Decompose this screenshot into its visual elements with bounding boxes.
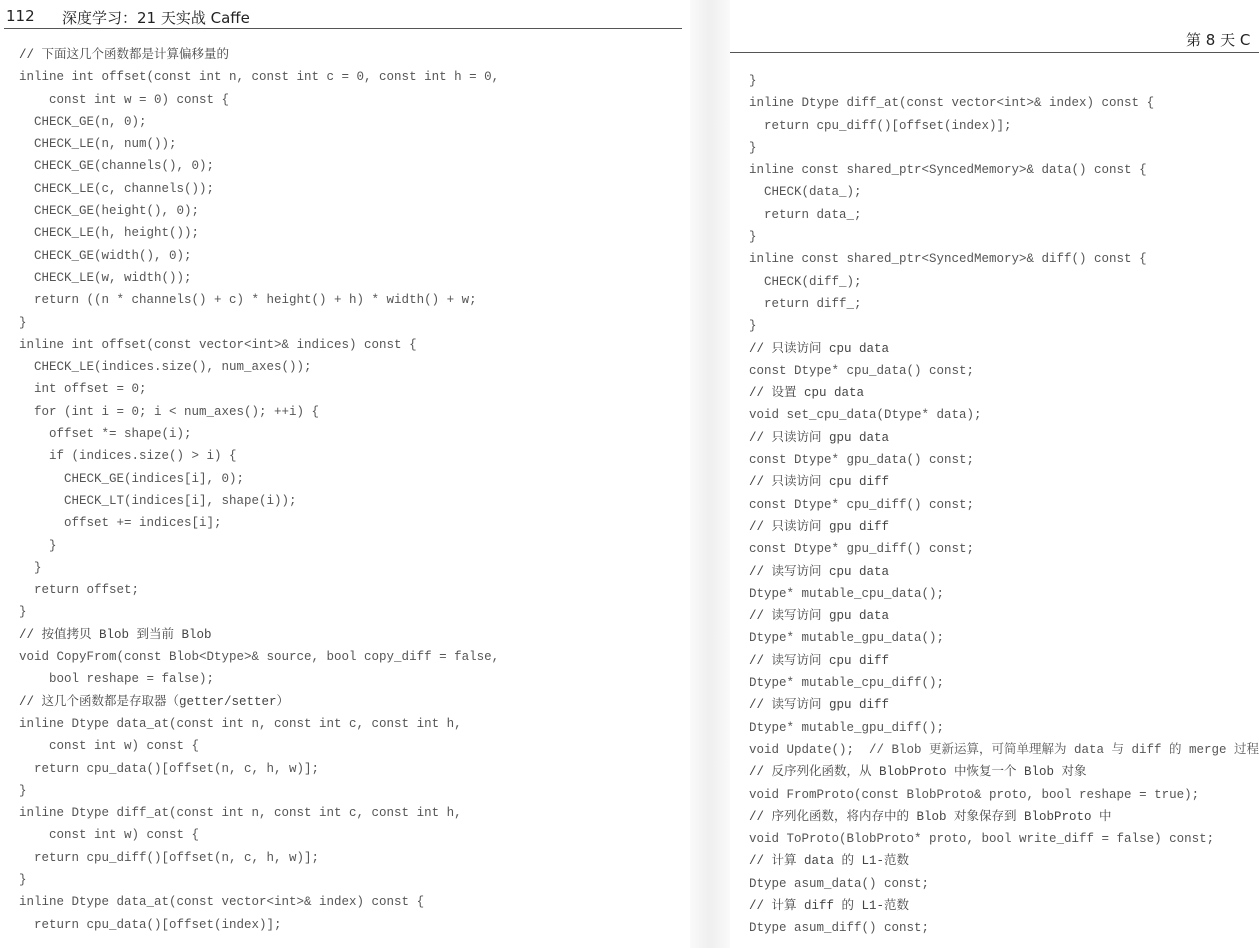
code-line: return data_; [749, 207, 862, 222]
code-line: return diff_; [749, 296, 862, 311]
code-line: return offset; [19, 583, 140, 598]
code-line: } [19, 783, 27, 798]
code-line: // 只读访问 gpu data [749, 430, 890, 445]
code-line: // 只读访问 gpu diff [749, 519, 890, 534]
code-line: } [19, 560, 42, 575]
code-line: inline int offset(const vector<int>& indices) const { [19, 337, 417, 352]
code-line: } [19, 315, 27, 330]
right-page-header [730, 28, 1259, 53]
code-line: // 读写访问 gpu data [749, 609, 890, 624]
code-line: if (indices.size() > i) { [19, 449, 237, 464]
code-line: CHECK_GE(n, 0); [19, 114, 147, 129]
code-line: } [749, 140, 757, 155]
code-line: CHECK_LT(indices[i], shape(i)); [19, 493, 297, 508]
code-line: Dtype asum_data() const; [749, 876, 930, 891]
code-line: const Dtype* cpu_diff() const; [749, 497, 975, 512]
code-line: } [19, 538, 57, 553]
left-page-header [4, 4, 682, 29]
code-line: CHECK_LE(n, num()); [19, 137, 177, 152]
code-line: // 下面这几个函数都是计算偏移量的 [19, 48, 230, 62]
code-line: return cpu_diff()[offset(n, c, h, w)]; [19, 850, 320, 865]
code-line: Dtype* mutable_cpu_diff(); [749, 676, 945, 691]
code-line: Dtype* mutable_cpu_data(); [749, 586, 945, 601]
code-line: inline Dtype diff_at(const int n, const int c, const int h, [19, 806, 462, 821]
code-line: // 读写访问 cpu data [749, 564, 890, 579]
code-line: return cpu_diff()[offset(index)]; [749, 118, 1012, 133]
code-line: const Dtype* gpu_data() const; [749, 453, 975, 468]
code-line: offset *= shape(i); [19, 427, 192, 442]
code-line: CHECK_GE(height(), 0); [19, 204, 200, 219]
code-line: offset += indices[i]; [19, 516, 222, 531]
code-line: // 读写访问 cpu diff [749, 653, 890, 668]
code-line: CHECK_GE(width(), 0); [19, 248, 192, 263]
left-code-listing [19, 44, 684, 936]
code-line: return ((n * channels() + c) * height() + h) * width() + w; [19, 293, 477, 308]
code-line: } [749, 74, 757, 88]
code-line: inline const shared_ptr<SyncedMemory>& data() const { [749, 163, 1147, 178]
code-line: // 计算 diff 的 L1-范数 [749, 898, 910, 913]
code-line: const Dtype* gpu_diff() const; [749, 542, 975, 557]
code-line: } [749, 230, 757, 245]
code-line: inline Dtype data_at(const vector<int>& index) const { [19, 895, 425, 910]
code-line: CHECK_LE(c, channels()); [19, 181, 215, 196]
code-line: } [19, 872, 27, 887]
code-line: const int w = 0) const { [19, 92, 230, 107]
code-line: // 计算 data 的 L1-范数 [749, 854, 910, 869]
code-line: CHECK(diff_); [749, 274, 862, 289]
code-line: Dtype* mutable_gpu_data(); [749, 631, 945, 646]
code-line: CHECK_LE(h, height()); [19, 226, 200, 241]
right-page [730, 0, 1259, 948]
code-line: inline Dtype diff_at(const vector<int>& index) const { [749, 96, 1155, 111]
code-line: void set_cpu_data(Dtype* data); [749, 408, 982, 423]
code-line: } [749, 319, 757, 334]
code-line: const int w) const { [19, 828, 200, 843]
code-line: // 设置 cpu data [749, 386, 865, 401]
code-line: // 这几个函数都是存取器（getter/setter） [19, 694, 290, 709]
page-number: 112 [6, 7, 35, 25]
code-line: // 反序列化函数，从 BlobProto 中恢复一个 Blob 对象 [749, 765, 1087, 780]
code-line: inline Dtype data_at(const int n, const int c, const int h, [19, 716, 462, 731]
code-line: const Dtype* cpu_data() const; [749, 363, 975, 378]
code-line: void FromProto(const BlobProto& proto, bool reshape = true); [749, 787, 1200, 802]
code-line: Dtype* mutable_gpu_diff(); [749, 720, 945, 735]
code-line: // 序列化函数，将内存中的 Blob 对象保存到 BlobProto 中 [749, 809, 1112, 824]
code-line: int offset = 0; [19, 382, 147, 397]
chapter-label: 第 8 天 C [1186, 31, 1251, 49]
code-line: inline int offset(const int n, const int c = 0, const int h = 0, [19, 70, 500, 85]
code-line: // 只读访问 cpu diff [749, 475, 890, 490]
code-line: void ToProto(BlobProto* proto, bool write_diff = false) const; [749, 832, 1215, 847]
code-line: CHECK_LE(indices.size(), num_axes()); [19, 360, 312, 375]
code-line: const int w) const { [19, 739, 200, 754]
code-line: // 按值拷贝 Blob 到当前 Blob [19, 627, 212, 642]
code-line: CHECK_GE(channels(), 0); [19, 159, 215, 174]
book-title: 深度学习：21 天实战 Caffe [62, 9, 250, 27]
code-line: inline const shared_ptr<SyncedMemory>& diff() const { [749, 252, 1147, 267]
code-line: } [19, 605, 27, 620]
code-line: Dtype asum_diff() const; [749, 921, 930, 936]
code-line: void Update(); // Blob 更新运算，可简单理解为 data 与 diff 的 merge 过程 [749, 742, 1259, 757]
code-line: CHECK_LE(w, width()); [19, 270, 192, 285]
code-line: CHECK_GE(indices[i], 0); [19, 471, 245, 486]
book-gutter [690, 0, 730, 948]
code-line: CHECK(data_); [749, 185, 862, 200]
code-line: return cpu_data()[offset(n, c, h, w)]; [19, 761, 320, 776]
code-line: // 只读访问 cpu data [749, 341, 890, 356]
code-line: return cpu_data()[offset(index)]; [19, 917, 282, 932]
code-line: // 读写访问 gpu diff [749, 698, 890, 713]
code-line: void CopyFrom(const Blob<Dtype>& source, bool copy_diff = false, [19, 650, 500, 665]
code-line: bool reshape = false); [19, 672, 215, 687]
code-line: for (int i = 0; i < num_axes(); ++i) { [19, 404, 320, 419]
right-code-listing [749, 70, 1259, 940]
